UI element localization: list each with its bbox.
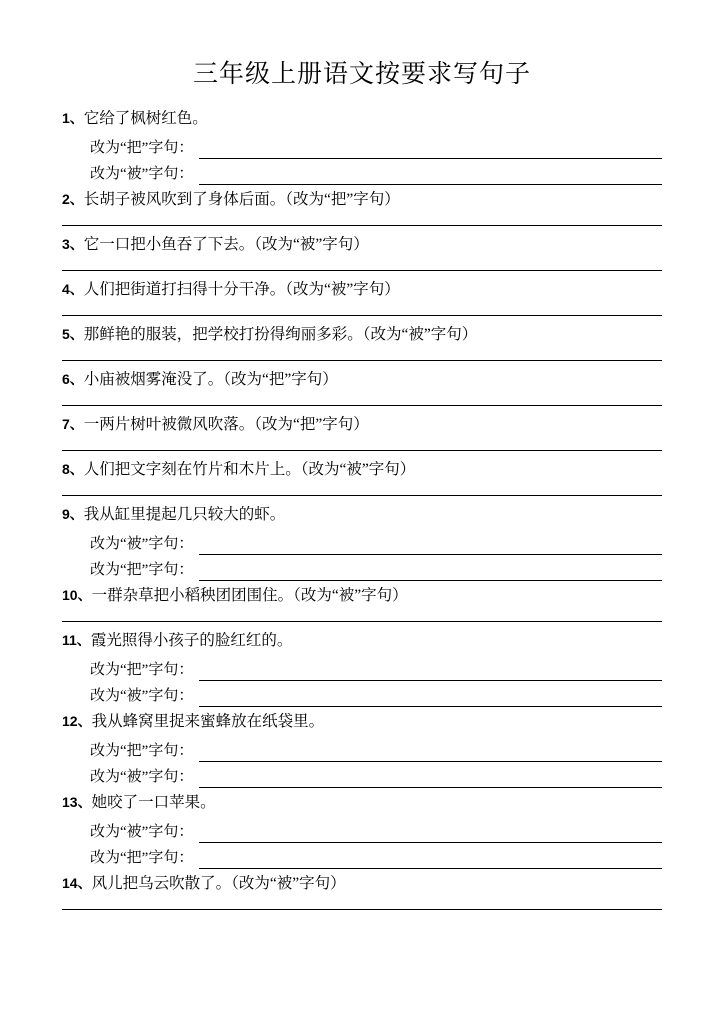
answer-blank-line[interactable]	[62, 909, 662, 910]
question-item	[62, 410, 662, 451]
question-line	[62, 869, 662, 898]
question-number: 10、	[62, 587, 92, 603]
question-list	[62, 104, 662, 910]
question-item	[62, 707, 662, 788]
answer-row[interactable]	[62, 685, 662, 707]
question-line	[62, 581, 662, 610]
question-number: 9、	[62, 506, 84, 522]
question-item	[62, 185, 662, 226]
question-number: 5、	[62, 326, 84, 342]
answer-blank-line[interactable]	[62, 270, 662, 271]
question-text: 一两片树叶被微风吹落。（改为“把”字句）	[83, 416, 369, 433]
question-item	[62, 788, 662, 869]
question-text: 长胡子被风吹到了身体后面。（改为“把”字句）	[83, 191, 400, 208]
question-line	[62, 707, 662, 736]
question-item	[62, 104, 662, 185]
question-line	[62, 500, 662, 529]
answer-blank-line[interactable]	[199, 142, 662, 159]
answer-row[interactable]	[62, 163, 662, 185]
answer-row[interactable]	[62, 821, 662, 843]
answer-blank-line[interactable]	[199, 771, 662, 788]
answer-blank-line[interactable]	[199, 690, 662, 707]
question-number: 2、	[62, 191, 84, 207]
answer-row[interactable]	[62, 533, 662, 555]
question-item	[62, 500, 662, 581]
answer-label: 改为“被”字句：	[90, 688, 194, 704]
answer-label: 改为“把”字句：	[90, 743, 194, 759]
question-text: 那鲜艳的服装，把学校打扮得绚丽多彩。（改为“被”字句）	[83, 326, 478, 343]
answer-blank-line[interactable]	[62, 450, 662, 451]
answer-blank-line[interactable]	[199, 538, 662, 555]
question-item	[62, 581, 662, 622]
answer-blank-line[interactable]	[62, 405, 662, 406]
question-line	[62, 788, 662, 817]
question-text: 小庙被烟雾淹没了。（改为“把”字句）	[83, 371, 338, 388]
answer-label: 改为“把”字句：	[90, 562, 194, 578]
answer-label: 改为“被”字句：	[90, 769, 194, 785]
question-number: 6、	[62, 371, 84, 387]
answer-row[interactable]	[62, 137, 662, 159]
answer-blank-line[interactable]	[62, 315, 662, 316]
question-item	[62, 869, 662, 910]
answer-blank-line[interactable]	[199, 564, 662, 581]
question-number: 1、	[62, 110, 84, 126]
question-text: 我从蜂窝里捉来蜜蜂放在纸袋里。	[91, 713, 325, 730]
question-text: 一群杂草把小稻秧团团围住。（改为“被”字句）	[91, 587, 408, 604]
question-text: 风儿把乌云吹散了。（改为“被”字句）	[91, 875, 346, 892]
answer-label: 改为“被”字句：	[90, 166, 194, 182]
question-line	[62, 365, 662, 394]
answer-label: 改为“把”字句：	[90, 850, 194, 866]
answer-blank-line[interactable]	[62, 621, 662, 622]
answer-row[interactable]	[62, 659, 662, 681]
question-line	[62, 104, 662, 133]
question-number: 12、	[62, 713, 92, 729]
answer-label: 改为“被”字句：	[90, 536, 194, 552]
question-text: 她咬了一口苹果。	[91, 794, 216, 811]
question-text: 它给了枫树红色。	[83, 110, 208, 127]
answer-label: 改为“把”字句：	[90, 662, 194, 678]
question-text: 霞光照得小孩子的脸红红的。	[90, 632, 293, 649]
question-number: 7、	[62, 416, 84, 432]
question-item	[62, 275, 662, 316]
question-number: 8、	[62, 461, 84, 477]
question-number: 14、	[62, 875, 92, 891]
question-item	[62, 455, 662, 496]
question-text: 我从缸里提起几只较大的虾。	[83, 506, 286, 523]
question-line	[62, 185, 662, 214]
question-line	[62, 320, 662, 349]
question-text: 人们把文字刻在竹片和木片上。（改为“被”字句）	[83, 461, 416, 478]
answer-row[interactable]	[62, 740, 662, 762]
answer-blank-line[interactable]	[199, 664, 662, 681]
question-line	[62, 275, 662, 304]
answer-blank-line[interactable]	[199, 852, 662, 869]
question-line	[62, 230, 662, 259]
question-text: 它一口把小鱼吞了下去。（改为“被”字句）	[83, 236, 369, 253]
answer-row[interactable]	[62, 847, 662, 869]
question-item	[62, 230, 662, 271]
answer-label: 改为“把”字句：	[90, 140, 194, 156]
question-text: 人们把街道打扫得十分干净。（改为“被”字句）	[83, 281, 400, 298]
question-number: 3、	[62, 236, 84, 252]
question-item	[62, 320, 662, 361]
question-number: 11、	[62, 632, 91, 648]
question-number: 13、	[62, 794, 92, 810]
answer-row[interactable]	[62, 766, 662, 788]
question-line	[62, 410, 662, 439]
question-line	[62, 455, 662, 484]
answer-blank-line[interactable]	[199, 745, 662, 762]
question-item	[62, 626, 662, 707]
question-item	[62, 365, 662, 406]
page-title: 三年级上册语文按要求写句子	[192, 61, 531, 88]
answer-blank-line[interactable]	[62, 225, 662, 226]
answer-blank-line[interactable]	[199, 168, 662, 185]
answer-blank-line[interactable]	[199, 826, 662, 843]
answer-blank-line[interactable]	[62, 360, 662, 361]
answer-label: 改为“被”字句：	[90, 824, 194, 840]
question-line	[62, 626, 662, 655]
answer-row[interactable]	[62, 559, 662, 581]
question-number: 4、	[62, 281, 84, 297]
answer-blank-line[interactable]	[62, 495, 662, 496]
